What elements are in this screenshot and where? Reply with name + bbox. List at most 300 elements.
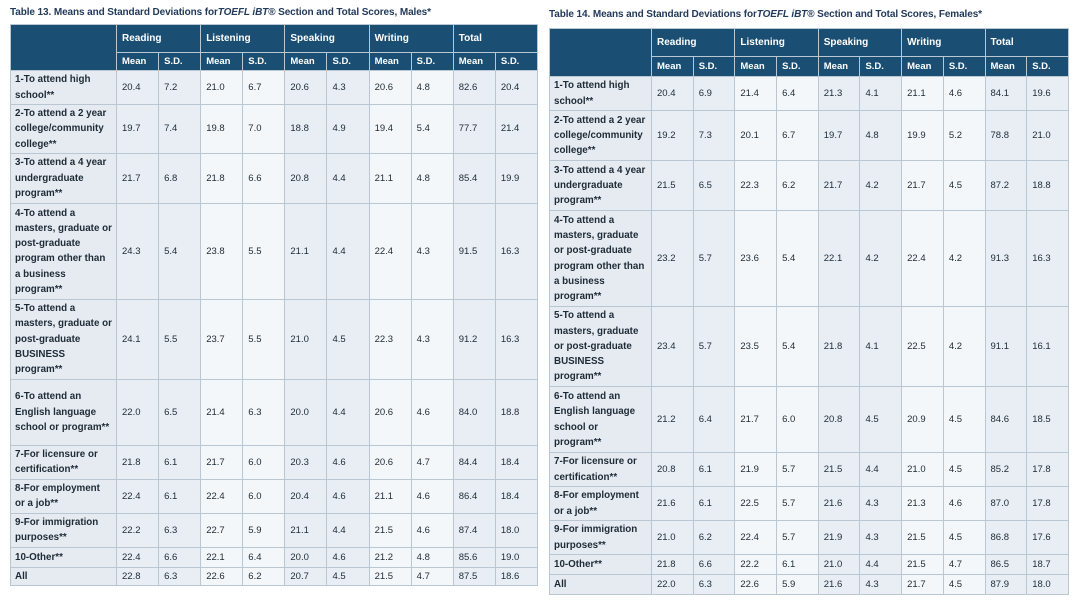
sd-cell: 6.8 (159, 153, 201, 203)
sd-cell: 18.7 (1027, 555, 1069, 575)
table-14-panel (549, 0, 1069, 595)
mean-cell: 22.5 (902, 307, 944, 387)
mean-cell: 21.2 (652, 387, 694, 453)
sd-cell: 4.7 (411, 567, 453, 585)
sd-cell: 6.3 (159, 567, 201, 585)
sd-cell: 18.8 (1027, 161, 1069, 211)
section-header-listening: Listening (735, 29, 818, 57)
mean-cell: 23.2 (652, 211, 694, 307)
row-label: 1-To attend high school** (11, 71, 117, 105)
sd-cell: 4.3 (327, 71, 369, 105)
mean-cell: 87.5 (453, 567, 495, 585)
sd-cell: 4.1 (860, 307, 902, 387)
sd-cell: 18.4 (495, 479, 537, 513)
mean-cell: 20.6 (369, 379, 411, 445)
sd-cell: 5.7 (693, 211, 735, 307)
table-row (550, 453, 1069, 487)
mean-cell: 20.4 (652, 77, 694, 111)
mean-cell: 21.5 (902, 555, 944, 575)
sd-cell: 4.4 (327, 153, 369, 203)
sd-cell: 17.6 (1027, 521, 1069, 555)
sd-header: S.D. (777, 57, 819, 77)
sd-cell: 6.7 (243, 71, 285, 105)
mean-cell: 24.3 (117, 203, 159, 299)
sd-cell: 4.3 (860, 487, 902, 521)
sd-cell: 4.5 (943, 453, 985, 487)
mean-header: Mean (818, 57, 860, 77)
sd-cell: 18.0 (1027, 575, 1069, 595)
sd-cell: 4.5 (943, 387, 985, 453)
mean-cell: 84.6 (985, 387, 1027, 453)
mean-cell: 19.4 (369, 105, 411, 154)
sd-cell: 4.6 (411, 379, 453, 445)
mean-cell: 87.0 (985, 487, 1027, 521)
mean-cell: 20.8 (652, 453, 694, 487)
sd-cell: 4.6 (411, 513, 453, 547)
sd-cell: 4.8 (411, 547, 453, 567)
sd-cell: 6.1 (693, 453, 735, 487)
sd-cell: 4.5 (943, 161, 985, 211)
mean-cell: 22.4 (117, 547, 159, 567)
row-label: 4-To attend a masters, graduate or post-graduate program other than a business program** (11, 203, 117, 299)
sd-cell: 6.4 (777, 77, 819, 111)
section-header-writing: Writing (902, 29, 985, 57)
mean-cell: 21.1 (369, 479, 411, 513)
sd-cell: 4.4 (327, 379, 369, 445)
sd-cell: 19.0 (495, 547, 537, 567)
mean-cell: 85.6 (453, 547, 495, 567)
mean-cell: 91.1 (985, 307, 1027, 387)
section-header-speaking: Speaking (285, 25, 369, 53)
sd-cell: 4.4 (860, 555, 902, 575)
sd-cell: 5.4 (159, 203, 201, 299)
sd-cell: 4.9 (327, 105, 369, 154)
table-13-panel (10, 0, 538, 586)
mean-header: Mean (369, 53, 411, 71)
sd-cell: 18.5 (1027, 387, 1069, 453)
mean-cell: 22.2 (735, 555, 777, 575)
table-row (11, 479, 538, 513)
mean-cell: 21.5 (652, 161, 694, 211)
mean-cell: 19.8 (201, 105, 243, 154)
mean-cell: 21.8 (117, 445, 159, 479)
mean-cell: 21.6 (818, 487, 860, 521)
sd-cell: 4.3 (411, 203, 453, 299)
row-label: 7-For licensure or certification** (550, 453, 652, 487)
mean-cell: 20.0 (285, 547, 327, 567)
sd-cell: 4.2 (860, 161, 902, 211)
mean-cell: 19.9 (902, 111, 944, 161)
sd-cell: 4.3 (411, 299, 453, 379)
mean-header: Mean (735, 57, 777, 77)
mean-cell: 86.4 (453, 479, 495, 513)
row-label: 6-To attend an English language school or program** (11, 379, 117, 445)
row-label: 6-To attend an English language school or program** (550, 387, 652, 453)
mean-cell: 22.3 (369, 299, 411, 379)
mean-cell: 21.0 (285, 299, 327, 379)
mean-cell: 22.1 (818, 211, 860, 307)
section-header-total: Total (453, 25, 537, 53)
table-row (11, 203, 538, 299)
sd-cell: 4.8 (411, 153, 453, 203)
sd-cell: 4.4 (860, 453, 902, 487)
sd-cell: 5.9 (243, 513, 285, 547)
mean-cell: 18.8 (285, 105, 327, 154)
sd-cell: 21.0 (1027, 111, 1069, 161)
section-header-writing: Writing (369, 25, 453, 53)
mean-cell: 22.3 (735, 161, 777, 211)
row-label: 9-For immigration purposes** (550, 521, 652, 555)
mean-cell: 21.1 (285, 203, 327, 299)
mean-cell: 19.7 (117, 105, 159, 154)
table-row (550, 307, 1069, 387)
sd-cell: 7.0 (243, 105, 285, 154)
mean-cell: 22.4 (735, 521, 777, 555)
sd-cell: 5.5 (159, 299, 201, 379)
table-row (11, 379, 538, 445)
sd-cell: 5.7 (777, 521, 819, 555)
mean-cell: 22.0 (652, 575, 694, 595)
mean-header: Mean (652, 57, 694, 77)
mean-cell: 21.4 (735, 77, 777, 111)
mean-header: Mean (453, 53, 495, 71)
sd-cell: 5.2 (943, 111, 985, 161)
mean-cell: 20.4 (117, 71, 159, 105)
mean-cell: 20.3 (285, 445, 327, 479)
section-header-reading: Reading (117, 25, 201, 53)
mean-cell: 21.4 (201, 379, 243, 445)
table-row (550, 555, 1069, 575)
sd-cell: 4.6 (327, 479, 369, 513)
mean-cell: 22.0 (117, 379, 159, 445)
caption-suffix: ® Section and Total Scores, Males* (268, 6, 431, 18)
sd-cell: 16.3 (1027, 211, 1069, 307)
mean-cell: 21.6 (652, 487, 694, 521)
table-row (11, 71, 538, 105)
mean-cell: 22.6 (735, 575, 777, 595)
sd-header: S.D. (1027, 57, 1069, 77)
sd-cell: 17.8 (1027, 487, 1069, 521)
table-row (11, 513, 538, 547)
sd-cell: 5.7 (693, 307, 735, 387)
sd-cell: 6.2 (693, 521, 735, 555)
mean-cell: 22.4 (902, 211, 944, 307)
table-caption (10, 0, 538, 24)
sd-cell: 17.8 (1027, 453, 1069, 487)
sd-cell: 18.0 (495, 513, 537, 547)
mean-cell: 82.6 (453, 71, 495, 105)
row-label: 5-To attend a masters, graduate or post-graduate BUSINESS program** (11, 299, 117, 379)
section-header-total: Total (985, 29, 1069, 57)
mean-cell: 21.8 (201, 153, 243, 203)
mean-cell: 21.2 (369, 547, 411, 567)
mean-cell: 20.0 (285, 379, 327, 445)
mean-cell: 21.3 (818, 77, 860, 111)
sd-cell: 5.7 (777, 453, 819, 487)
mean-cell: 20.6 (285, 71, 327, 105)
section-header-row (11, 25, 538, 53)
sd-cell: 4.8 (860, 111, 902, 161)
section-header-listening: Listening (201, 25, 285, 53)
sd-cell: 6.4 (693, 387, 735, 453)
sd-header: S.D. (327, 53, 369, 71)
row-label: 2-To attend a 2 year college/community college** (11, 105, 117, 154)
sd-cell: 4.6 (327, 445, 369, 479)
mean-cell: 21.0 (902, 453, 944, 487)
row-label: All (11, 567, 117, 585)
sd-cell: 4.4 (327, 513, 369, 547)
row-label: 3-To attend a 4 year undergraduate program** (550, 161, 652, 211)
table-row (11, 153, 538, 203)
sd-cell: 7.3 (693, 111, 735, 161)
mean-cell: 19.2 (652, 111, 694, 161)
sd-cell: 6.1 (159, 479, 201, 513)
sd-cell: 18.6 (495, 567, 537, 585)
table-row (550, 521, 1069, 555)
sd-cell: 4.7 (411, 445, 453, 479)
table-row (11, 567, 538, 585)
caption-italic: TOEFL iBT (217, 6, 269, 18)
sd-cell: 6.2 (777, 161, 819, 211)
sd-cell: 20.4 (495, 71, 537, 105)
sd-cell: 5.7 (777, 487, 819, 521)
sd-cell: 6.1 (693, 487, 735, 521)
sd-cell: 6.5 (159, 379, 201, 445)
row-label: 8-For employment or a job** (11, 479, 117, 513)
sd-header: S.D. (495, 53, 537, 71)
mean-cell: 87.4 (453, 513, 495, 547)
caption-suffix: ® Section and Total Scores, Females* (807, 8, 982, 20)
sd-cell: 4.2 (943, 211, 985, 307)
mean-cell: 24.1 (117, 299, 159, 379)
mean-cell: 20.1 (735, 111, 777, 161)
sd-cell: 6.3 (243, 379, 285, 445)
table-row (550, 111, 1069, 161)
sd-cell: 6.1 (159, 445, 201, 479)
mean-cell: 23.4 (652, 307, 694, 387)
mean-cell: 77.7 (453, 105, 495, 154)
sd-cell: 4.5 (327, 299, 369, 379)
table-row (550, 77, 1069, 111)
sd-header: S.D. (243, 53, 285, 71)
sd-header: S.D. (860, 57, 902, 77)
mean-cell: 20.8 (818, 387, 860, 453)
mean-cell: 20.7 (285, 567, 327, 585)
caption-prefix: Table 13. Means and Standard Deviations for (10, 6, 218, 18)
sd-cell: 4.5 (860, 387, 902, 453)
mean-cell: 20.4 (285, 479, 327, 513)
mean-cell: 21.5 (902, 521, 944, 555)
scores-table (549, 28, 1069, 595)
sd-cell: 7.2 (159, 71, 201, 105)
mean-cell: 21.7 (902, 575, 944, 595)
mean-cell: 87.9 (985, 575, 1027, 595)
mean-cell: 84.1 (985, 77, 1027, 111)
mean-cell: 20.8 (285, 153, 327, 203)
mean-cell: 21.5 (818, 453, 860, 487)
sd-cell: 4.5 (943, 521, 985, 555)
mean-cell: 84.4 (453, 445, 495, 479)
mean-cell: 21.6 (818, 575, 860, 595)
mean-cell: 85.4 (453, 153, 495, 203)
mean-cell: 21.3 (902, 487, 944, 521)
row-label: 10-Other** (550, 555, 652, 575)
mean-cell: 21.1 (902, 77, 944, 111)
mean-cell: 23.6 (735, 211, 777, 307)
table-row (550, 161, 1069, 211)
sd-cell: 4.8 (411, 71, 453, 105)
sd-cell: 6.0 (243, 445, 285, 479)
mean-cell: 22.4 (369, 203, 411, 299)
sd-cell: 4.3 (860, 575, 902, 595)
mean-cell: 91.2 (453, 299, 495, 379)
mean-cell: 22.7 (201, 513, 243, 547)
table-body (11, 71, 538, 586)
table-row (11, 299, 538, 379)
mean-cell: 21.8 (652, 555, 694, 575)
mean-header: Mean (117, 53, 159, 71)
sd-cell: 5.5 (243, 299, 285, 379)
sd-cell: 4.5 (327, 567, 369, 585)
table-row (11, 445, 538, 479)
row-label: All (550, 575, 652, 595)
sd-header: S.D. (159, 53, 201, 71)
section-header-row (550, 29, 1069, 57)
row-label: 7-For licensure or certification** (11, 445, 117, 479)
row-label: 5-To attend a masters, graduate or post-graduate BUSINESS program** (550, 307, 652, 387)
sd-cell: 6.0 (777, 387, 819, 453)
mean-cell: 21.7 (735, 387, 777, 453)
mean-header: Mean (985, 57, 1027, 77)
sd-cell: 6.7 (777, 111, 819, 161)
mean-header: Mean (902, 57, 944, 77)
sd-cell: 4.5 (943, 575, 985, 595)
mean-cell: 86.8 (985, 521, 1027, 555)
mean-cell: 22.8 (117, 567, 159, 585)
mean-cell: 22.5 (735, 487, 777, 521)
table-head (11, 25, 538, 71)
mean-header: Mean (201, 53, 243, 71)
mean-header: Mean (285, 53, 327, 71)
sd-cell: 6.2 (243, 567, 285, 585)
mean-cell: 21.9 (735, 453, 777, 487)
sd-cell: 4.1 (860, 77, 902, 111)
sd-cell: 4.6 (943, 487, 985, 521)
sd-cell: 4.6 (327, 547, 369, 567)
sd-cell: 18.4 (495, 445, 537, 479)
mean-cell: 21.8 (818, 307, 860, 387)
sd-cell: 6.4 (243, 547, 285, 567)
mean-cell: 21.7 (902, 161, 944, 211)
table-row (11, 547, 538, 567)
sd-cell: 6.6 (693, 555, 735, 575)
mean-cell: 91.3 (985, 211, 1027, 307)
mean-cell: 78.8 (985, 111, 1027, 161)
sd-cell: 18.8 (495, 379, 537, 445)
mean-cell: 86.5 (985, 555, 1027, 575)
table-caption (549, 0, 1069, 28)
mean-cell: 22.4 (201, 479, 243, 513)
row-label: 3-To attend a 4 year undergraduate program** (11, 153, 117, 203)
sd-cell: 5.4 (777, 211, 819, 307)
scores-table (10, 24, 538, 586)
table-row (550, 575, 1069, 595)
sd-cell: 4.6 (411, 479, 453, 513)
sd-cell: 4.7 (943, 555, 985, 575)
row-label: 9-For immigration purposes** (11, 513, 117, 547)
table-row (11, 105, 538, 154)
mean-cell: 21.0 (652, 521, 694, 555)
mean-cell: 21.1 (285, 513, 327, 547)
sd-cell: 16.3 (495, 299, 537, 379)
sd-cell: 5.4 (411, 105, 453, 154)
sd-cell: 6.9 (693, 77, 735, 111)
sd-cell: 19.9 (495, 153, 537, 203)
sd-cell: 4.4 (327, 203, 369, 299)
mean-cell: 21.0 (201, 71, 243, 105)
mean-cell: 23.5 (735, 307, 777, 387)
sd-cell: 4.3 (860, 521, 902, 555)
mean-cell: 21.7 (818, 161, 860, 211)
mean-cell: 22.1 (201, 547, 243, 567)
table-body (550, 77, 1069, 595)
sd-header: S.D. (693, 57, 735, 77)
mean-cell: 21.9 (818, 521, 860, 555)
sd-cell: 5.9 (777, 575, 819, 595)
row-label: 2-To attend a 2 year college/community college** (550, 111, 652, 161)
sd-cell: 6.0 (243, 479, 285, 513)
mean-cell: 91.5 (453, 203, 495, 299)
sd-cell: 4.6 (943, 77, 985, 111)
caption-italic: TOEFL iBT (756, 8, 808, 20)
corner-cell (550, 29, 652, 77)
mean-cell: 21.7 (201, 445, 243, 479)
sd-header: S.D. (411, 53, 453, 71)
table-head (550, 29, 1069, 77)
mean-cell: 21.7 (117, 153, 159, 203)
caption-prefix: Table 14. Means and Standard Deviations for (549, 8, 757, 20)
row-label: 8-For employment or a job** (550, 487, 652, 521)
mean-cell: 21.5 (369, 513, 411, 547)
sd-cell: 4.2 (943, 307, 985, 387)
mean-cell: 23.7 (201, 299, 243, 379)
section-header-speaking: Speaking (818, 29, 901, 57)
sd-header: S.D. (943, 57, 985, 77)
mean-cell: 20.6 (369, 445, 411, 479)
mean-cell: 20.6 (369, 71, 411, 105)
sd-cell: 6.3 (159, 513, 201, 547)
mean-cell: 23.8 (201, 203, 243, 299)
mean-cell: 84.0 (453, 379, 495, 445)
sd-cell: 6.6 (243, 153, 285, 203)
table-row (550, 211, 1069, 307)
sd-cell: 6.1 (777, 555, 819, 575)
mean-cell: 21.5 (369, 567, 411, 585)
mean-cell: 22.4 (117, 479, 159, 513)
sd-cell: 6.6 (159, 547, 201, 567)
sd-cell: 5.4 (777, 307, 819, 387)
table-row (550, 487, 1069, 521)
mean-cell: 21.1 (369, 153, 411, 203)
sd-cell: 21.4 (495, 105, 537, 154)
row-label: 1-To attend high school** (550, 77, 652, 111)
mean-cell: 19.7 (818, 111, 860, 161)
mean-cell: 20.9 (902, 387, 944, 453)
sd-cell: 16.3 (495, 203, 537, 299)
sd-cell: 4.2 (860, 211, 902, 307)
sd-cell: 5.5 (243, 203, 285, 299)
sd-cell: 16.1 (1027, 307, 1069, 387)
